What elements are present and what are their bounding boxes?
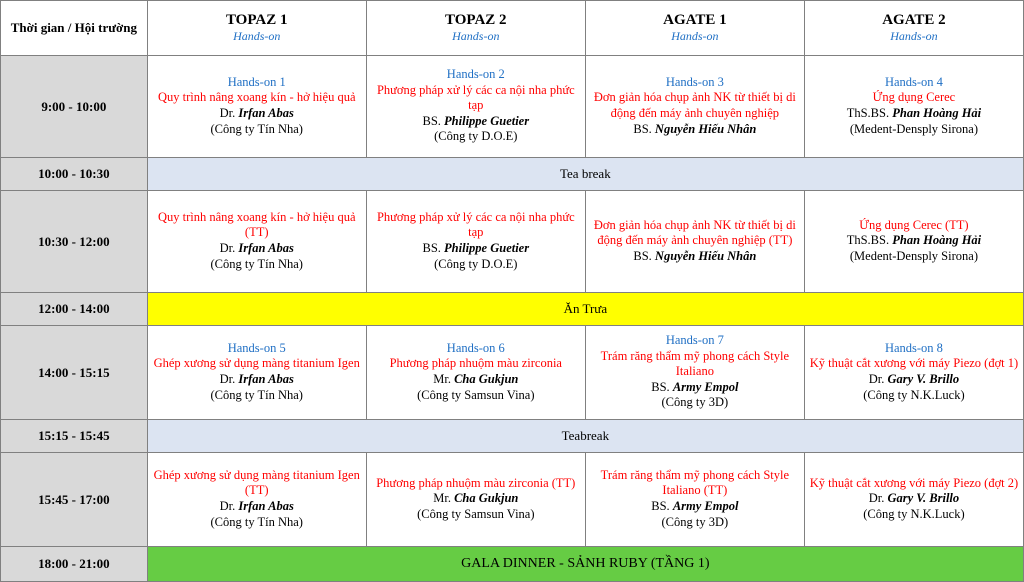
session-speaker: [152, 372, 362, 388]
speaker-prefix: Mr.: [433, 491, 455, 506]
table-row: [1, 453, 1024, 547]
time-slot: 10:00 - 10:30: [1, 158, 148, 191]
session-cell: [147, 191, 366, 293]
break-banner: Tea break: [147, 158, 1023, 191]
session-cell: [147, 326, 366, 420]
speaker-name: Irfan Abas: [238, 241, 294, 255]
hands-on-label: Hands-on 1: [227, 74, 286, 89]
session-speaker: [809, 491, 1019, 507]
session-company: (Medent-Densply Sirona): [849, 121, 978, 136]
session-cell: [804, 326, 1023, 420]
session-topic: Quy trình nâng xoang kín - hở hiệu quả: [157, 90, 356, 105]
hall-subtitle: Hands-on: [452, 29, 500, 44]
table-row: [1, 56, 1024, 158]
session-cell: [366, 326, 585, 420]
speaker-name: Philippe Guetier: [444, 241, 530, 255]
session-cell: [585, 191, 804, 293]
session-topic: Ứng dụng Cerec: [872, 90, 956, 105]
speaker-prefix: Dr.: [219, 372, 239, 386]
hall-name: AGATE 1: [663, 12, 727, 29]
speaker-prefix: Dr.: [219, 106, 239, 120]
time-slot: 9:00 - 10:00: [1, 56, 148, 158]
session-topic: Kỹ thuật cắt xương với máy Piezo (đợt 1): [809, 356, 1019, 371]
hall-header-topaz-1: [147, 1, 366, 56]
speaker-name: Nguyễn Hiếu Nhân: [654, 248, 757, 263]
speaker-prefix: BS.: [633, 121, 655, 136]
speaker-prefix: ThS.BS.: [846, 106, 893, 120]
hands-on-label: Hands-on 4: [884, 74, 943, 89]
session-cell: [804, 56, 1023, 158]
session-company: (Công ty Tín Nha): [210, 514, 303, 529]
session-speaker: [590, 122, 800, 138]
speaker-prefix: ThS.BS.: [846, 233, 893, 248]
speaker-name: Gary V. Brillo: [887, 491, 960, 506]
session-company: (Công ty Tín Nha): [210, 387, 303, 402]
session-speaker: [809, 233, 1019, 249]
session-cell: [366, 453, 585, 547]
speaker-name: Nguyễn Hiếu Nhân: [654, 121, 757, 136]
lunch-banner: Ăn Trưa: [147, 293, 1023, 326]
table-row-gala: [1, 547, 1024, 582]
session-cell: [585, 326, 804, 420]
speaker-name: Irfan Abas: [238, 499, 294, 513]
session-topic: Kỹ thuật cắt xương với máy Piezo (đợt 2): [809, 475, 1019, 490]
session-speaker: [371, 114, 581, 130]
hall-name: TOPAZ 2: [445, 12, 507, 29]
session-speaker: [809, 372, 1019, 388]
session-speaker: [152, 106, 362, 122]
session-topic: Quy trình nâng xoang kín - hở hiệu quả (TT): [157, 209, 356, 240]
hall-subtitle: Hands-on: [671, 29, 719, 44]
session-company: (Công ty N.K.Luck): [863, 506, 965, 521]
session-topic: Ghép xương sử dụng màng titanium Igen: [153, 356, 360, 371]
session-topic: Trám răng thẩm mỹ phong cách Style Italiano: [600, 348, 790, 379]
speaker-name: Cha Gukjun: [454, 491, 519, 506]
speaker-prefix: Dr.: [219, 499, 239, 513]
hands-on-label: Hands-on 7: [665, 332, 724, 347]
hands-on-label: Hands-on 3: [665, 74, 724, 89]
session-cell: [585, 453, 804, 547]
speaker-prefix: BS.: [633, 248, 655, 263]
hall-header-topaz-2: [366, 1, 585, 56]
speaker-prefix: BS.: [651, 379, 673, 394]
session-topic: Trám răng thẩm mỹ phong cách Style Italiano (TT): [600, 467, 790, 498]
session-company: (Công ty N.K.Luck): [863, 387, 965, 402]
session-cell: [804, 191, 1023, 293]
speaker-prefix: Dr.: [868, 491, 888, 506]
session-topic: Ứng dụng Cerec (TT): [859, 217, 969, 232]
speaker-prefix: Dr.: [868, 372, 888, 386]
session-topic: Phương pháp xử lý các ca nội nha phức tạp: [376, 209, 575, 240]
hands-on-label: Hands-on 8: [884, 340, 943, 355]
session-speaker: [371, 491, 581, 507]
hall-name: TOPAZ 1: [225, 12, 288, 29]
hands-on-label: Hands-on 6: [446, 340, 505, 355]
session-cell: [366, 191, 585, 293]
hands-on-label: Hands-on 5: [227, 340, 286, 355]
header-row: [1, 1, 1024, 56]
time-slot: 15:45 - 17:00: [1, 453, 148, 547]
session-speaker: [809, 106, 1019, 122]
session-speaker: [590, 499, 800, 515]
hall-name: AGATE 2: [882, 12, 946, 29]
table-row-break: [1, 420, 1024, 453]
speaker-name: Irfan Abas: [238, 372, 294, 386]
time-slot: 15:15 - 15:45: [1, 420, 148, 453]
session-company: (Công ty Samsun Vina): [417, 387, 535, 402]
speaker-prefix: Dr.: [219, 241, 239, 255]
session-company: (Công ty Samsun Vina): [417, 506, 535, 521]
time-slot: 12:00 - 14:00: [1, 293, 148, 326]
table-header: [1, 1, 1024, 56]
table-row-break: [1, 158, 1024, 191]
session-speaker: [371, 241, 581, 257]
session-company: (Công ty D.O.E): [434, 129, 518, 144]
session-speaker: [590, 249, 800, 265]
session-cell: [366, 56, 585, 158]
session-company: (Công ty 3D): [661, 514, 729, 529]
session-speaker: [371, 372, 581, 388]
hall-subtitle: Hands-on: [890, 29, 938, 44]
session-topic: Phương pháp nhuộm màu zirconia: [389, 356, 562, 371]
time-slot: 14:00 - 15:15: [1, 326, 148, 420]
session-topic: Đơn giản hóa chụp ảnh NK từ thiết bị di động đến máy ảnh chuyên nghiệp (TT): [593, 217, 796, 248]
session-company: (Công ty 3D): [661, 395, 729, 410]
session-speaker: [590, 380, 800, 396]
speaker-name: Gary V. Brillo: [887, 372, 960, 386]
hands-on-label: Hands-on 2: [446, 66, 505, 81]
session-company: (Công ty Tín Nha): [210, 121, 303, 136]
hall-subtitle: Hands-on: [233, 29, 281, 44]
hall-header-agate-2: [804, 1, 1023, 56]
session-company: (Công ty D.O.E): [434, 256, 518, 271]
table-row: [1, 326, 1024, 420]
session-topic: Ghép xương sử dụng màng titanium Igen (TT): [153, 467, 360, 498]
speaker-name: Army Empol: [672, 379, 739, 394]
session-topic: Phương pháp xử lý các ca nội nha phức tạp: [376, 82, 575, 113]
session-cell: [585, 56, 804, 158]
session-company: (Công ty Tín Nha): [210, 256, 303, 271]
time-column-header-label: Thời gian / Hội trường: [10, 19, 137, 35]
table-body: [1, 56, 1024, 582]
time-slot: 18:00 - 21:00: [1, 547, 148, 582]
session-cell: [804, 453, 1023, 547]
session-company: (Medent-Densply Sirona): [849, 248, 978, 263]
session-cell: [147, 56, 366, 158]
session-cell: [147, 453, 366, 547]
speaker-name: Cha Gukjun: [454, 372, 519, 386]
time-column-header: [1, 1, 148, 56]
session-topic: Phương pháp nhuộm màu zirconia (TT): [376, 475, 576, 490]
speaker-name: Irfan Abas: [238, 106, 294, 120]
speaker-prefix: BS.: [651, 499, 673, 513]
speaker-name: Phan Hoàng Hải: [892, 233, 982, 248]
speaker-prefix: BS.: [422, 113, 445, 128]
session-topic: Đơn giản hóa chụp ảnh NK từ thiết bị di động đến máy ảnh chuyên nghiệp: [593, 90, 796, 120]
table-row: [1, 191, 1024, 293]
speaker-name: Philippe Guetier: [444, 113, 530, 128]
table-row-lunch: [1, 293, 1024, 326]
gala-banner: GALA DINNER - SẢNH RUBY (TẦNG 1): [147, 547, 1023, 582]
hall-header-agate-1: [585, 1, 804, 56]
time-slot: 10:30 - 12:00: [1, 191, 148, 293]
speaker-name: Army Empol: [672, 499, 739, 513]
speaker-name: Phan Hoàng Hải: [892, 106, 982, 120]
session-speaker: [152, 241, 362, 257]
break-banner: Teabreak: [147, 420, 1023, 453]
speaker-prefix: BS.: [422, 241, 445, 255]
speaker-prefix: Mr.: [433, 372, 455, 386]
session-speaker: [152, 499, 362, 515]
